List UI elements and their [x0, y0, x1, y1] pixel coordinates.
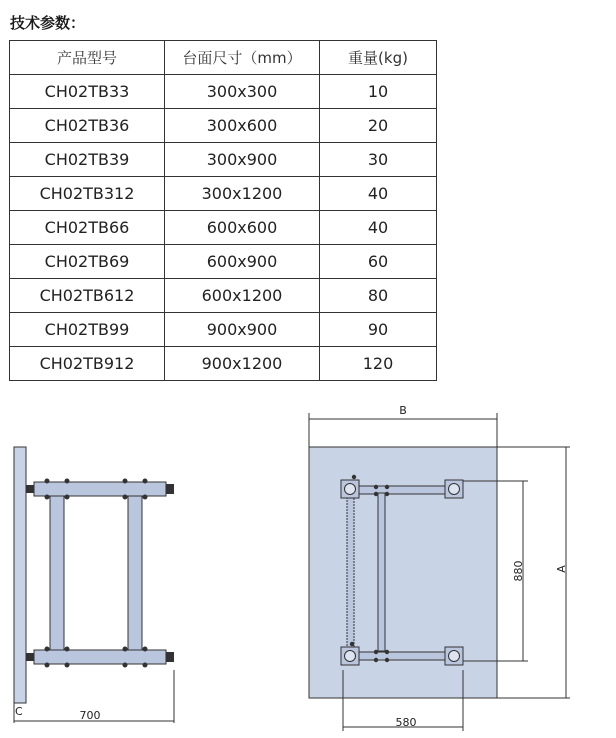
side-leg-right — [128, 496, 142, 650]
header-model: 产品型号 — [10, 41, 165, 75]
side-clamp — [65, 647, 70, 652]
side-clamp — [45, 479, 50, 484]
top-label-b: B — [399, 404, 407, 417]
cell-weight: 60 — [320, 245, 437, 279]
top-clamp — [350, 642, 354, 646]
side-clamp — [65, 479, 70, 484]
side-leg-left — [50, 496, 64, 650]
table-row — [10, 177, 437, 211]
side-clamp — [45, 495, 50, 500]
side-clamp — [143, 663, 148, 668]
top-pad-hole — [449, 484, 460, 495]
cell-model: CH02TB33 — [10, 75, 165, 109]
cell-size: 900x1200 — [165, 347, 320, 381]
top-pad-hole — [345, 651, 356, 662]
table-row — [10, 75, 437, 109]
side-clamp — [123, 647, 128, 652]
spec-table — [9, 40, 437, 381]
side-lower-rail — [34, 650, 166, 664]
table-row — [10, 245, 437, 279]
table-row — [10, 211, 437, 245]
side-table-top — [14, 447, 26, 703]
side-clamp — [65, 663, 70, 668]
top-clamp — [385, 650, 389, 654]
cell-model: CH02TB39 — [10, 143, 165, 177]
side-clamp — [143, 647, 148, 652]
spec-heading: 技术参数： — [10, 14, 86, 32]
cell-weight: 120 — [320, 347, 437, 381]
cell-weight: 20 — [320, 109, 437, 143]
side-knob — [166, 652, 174, 662]
side-label-c: C — [15, 705, 23, 718]
table-row — [10, 313, 437, 347]
side-clamp — [45, 647, 50, 652]
cell-weight: 90 — [320, 313, 437, 347]
cell-weight: 10 — [320, 75, 437, 109]
cell-size: 600x1200 — [165, 279, 320, 313]
table-row — [10, 347, 437, 381]
table-row — [10, 109, 437, 143]
top-upper-rail — [359, 486, 449, 494]
side-clamp — [123, 479, 128, 484]
top-leg-left — [347, 496, 354, 648]
top-pad-hole — [449, 651, 460, 662]
side-knob — [166, 484, 174, 494]
cell-model: CH02TB36 — [10, 109, 165, 143]
top-clamp — [374, 650, 378, 654]
cell-model: CH02TB312 — [10, 177, 165, 211]
table-row — [10, 279, 437, 313]
top-label-580: 580 — [395, 716, 417, 729]
header-size: 台面尺寸（mm） — [165, 41, 320, 75]
cell-model: CH02TB612 — [10, 279, 165, 313]
cell-weight: 30 — [320, 143, 437, 177]
top-label-a: A — [555, 565, 568, 573]
top-clamp — [385, 492, 389, 496]
header-weight: 重量(kg) — [320, 41, 437, 75]
side-clamp — [143, 479, 148, 484]
cell-size: 300x900 — [165, 143, 320, 177]
table-header-row — [10, 41, 437, 75]
cell-weight: 80 — [320, 279, 437, 313]
cell-model: CH02TB912 — [10, 347, 165, 381]
cell-size: 600x600 — [165, 211, 320, 245]
cell-weight: 40 — [320, 177, 437, 211]
cell-size: 300x300 — [165, 75, 320, 109]
side-clamp — [45, 663, 50, 668]
cell-model: CH02TB66 — [10, 211, 165, 245]
side-clamp — [143, 495, 148, 500]
top-clamp — [385, 658, 389, 662]
top-view — [309, 404, 570, 731]
top-clamp — [352, 475, 356, 479]
side-view — [14, 447, 174, 723]
top-lower-rail — [359, 652, 449, 660]
side-clamp — [65, 495, 70, 500]
side-knob — [26, 485, 34, 493]
top-clamp — [374, 658, 378, 662]
top-clamp — [374, 492, 378, 496]
side-knob — [26, 653, 34, 661]
top-clamp — [374, 485, 378, 489]
side-label-width: 700 — [79, 709, 101, 722]
top-label-880: 880 — [512, 560, 525, 582]
side-upper-rail — [34, 482, 166, 496]
top-leg-right — [378, 493, 385, 651]
top-clamp — [385, 485, 389, 489]
cell-size: 300x1200 — [165, 177, 320, 211]
side-clamp — [123, 663, 128, 668]
top-pad-hole — [345, 484, 356, 495]
cell-size: 300x600 — [165, 109, 320, 143]
side-clamp — [123, 495, 128, 500]
technical-drawing — [0, 395, 616, 738]
cell-model: CH02TB99 — [10, 313, 165, 347]
cell-weight: 40 — [320, 211, 437, 245]
cell-size: 600x900 — [165, 245, 320, 279]
table-row — [10, 143, 437, 177]
cell-size: 900x900 — [165, 313, 320, 347]
cell-model: CH02TB69 — [10, 245, 165, 279]
